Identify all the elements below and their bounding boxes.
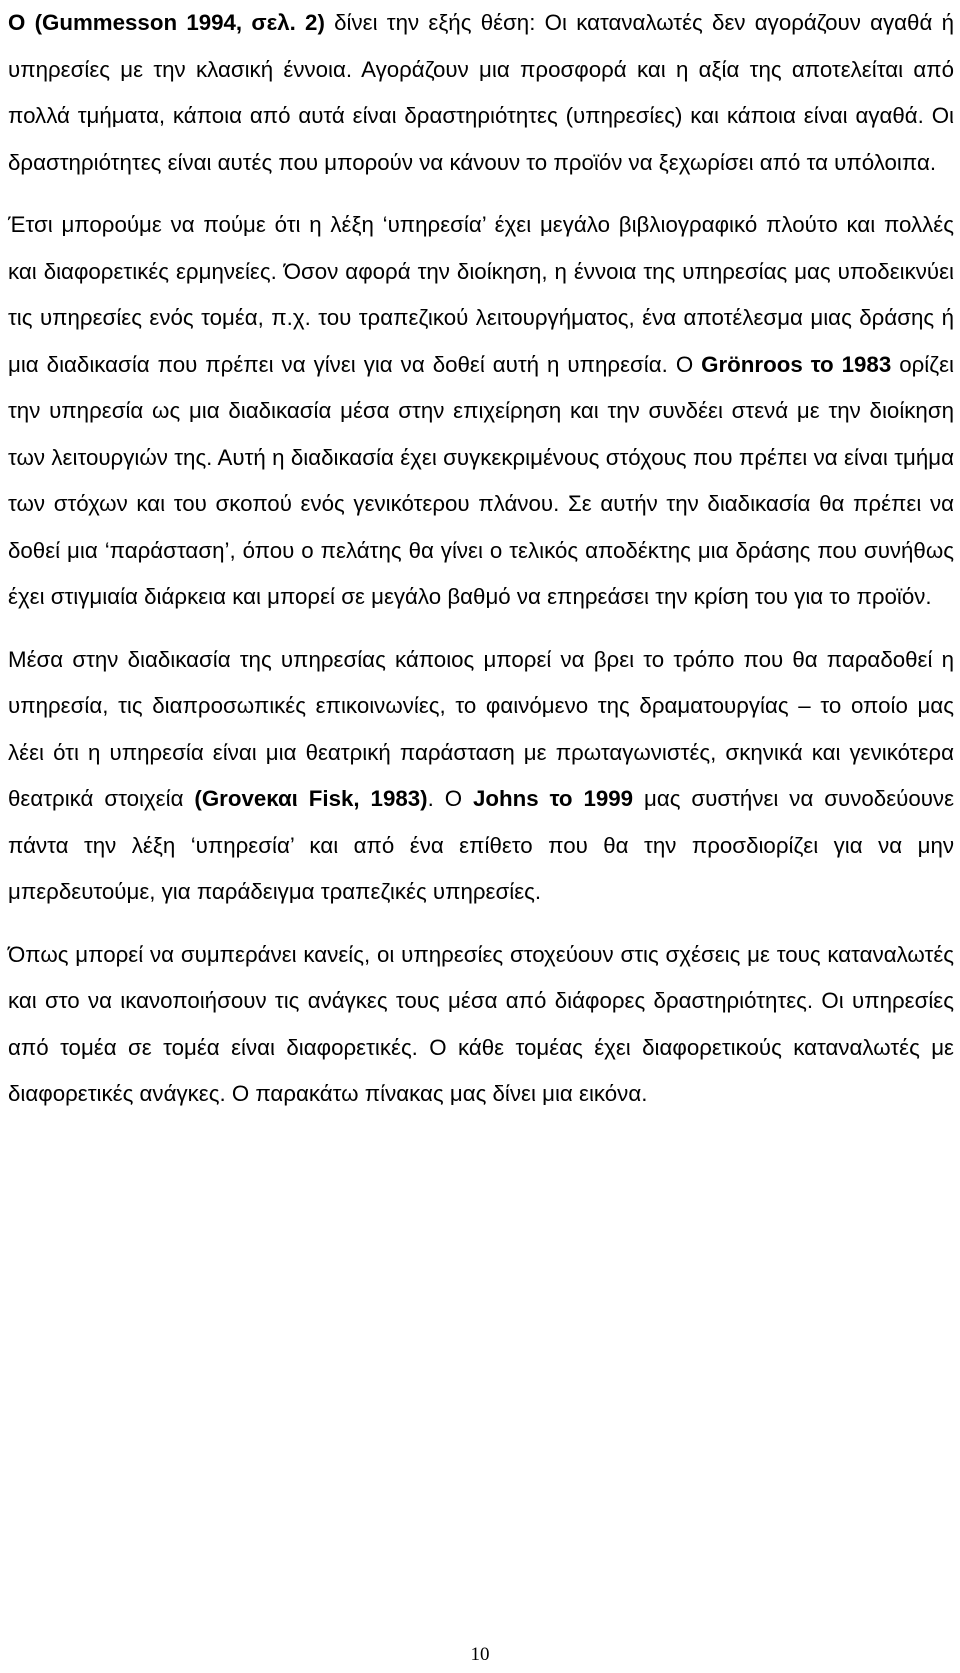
paragraph-text: μας συστήνει να συνοδεύουνε πάντα την λέξη ‘υπηρεσία’ και από ένα επίθετο που θα την προσδιορίζει για να μην μπερδευτούμε, για παράδειγμα τραπεζικές υπηρεσίες. bbox=[8, 786, 955, 904]
paragraph-2 bbox=[8, 202, 954, 621]
paragraph-text: δίνει την εξής θέση: Οι καταναλωτές δεν αγοράζουν αγαθά ή υπηρεσίες με την κλασική έννοια. Αγοράζουν μια προσφορά και η αξία της αποτελείται από πολλά τμήματα, κάποια από αυτά είναι δραστηριότητες (υπηρεσίες) και κάποια είναι αγαθά. Οι δραστηριότητες είναι αυτές που μπορούν να κάνουν το προϊόν να ξεχωρίσει από τα υπόλοιπα. bbox=[8, 10, 954, 175]
paragraph-text: Έτσι μπορούμε να πούμε ότι η λέξη ‘υπηρεσία’ έχει μεγάλο βιβλιογραφικό πλούτο και πολλές και διαφορετικές ερμηνείες. Όσον αφορά την διοίκηση, η έννοια της υπηρεσίας μας υποδεικνύει τις υπηρεσίες ενός τομέα, π.χ. του τραπεζικού λειτουργήματος, ένα αποτέλεσμα μιας δράσης ή μια διαδικασία που πρέπει να γίνει για να δοθεί αυτή η υπηρεσία. Ο bbox=[8, 212, 954, 377]
paragraph-1 bbox=[8, 0, 954, 186]
paragraph-3 bbox=[8, 637, 954, 916]
paragraph-text: Όπως μπορεί να συμπεράνει κανείς, οι υπηρεσίες στοχεύουν στις σχέσεις με τους καταναλωτές και στο να ικανοποιήσουν τις ανάγκες τους μέσα από διάφορες δραστηριότητες. Οι υπηρεσίες από τομέα σε τομέα είναι διαφορετικές. Ο κάθε τομέας έχει διαφορετικούς καταναλωτές με διαφορετικές ανάγκες. Ο παρακάτω πίνακας μας δίνει μια εικόνα. bbox=[8, 941, 954, 1106]
citation-gummesson: Ο (Gummesson 1994, σελ. 2) bbox=[8, 10, 325, 35]
citation-johns: Johns το 1999 bbox=[472, 786, 634, 811]
page-number: 10 bbox=[470, 1644, 490, 1665]
citation-gronroos: Grönroos το 1983 bbox=[701, 351, 892, 377]
paragraph-text: ορίζει την υπηρεσία ως μια διαδικασία μέσα στην επιχείρηση και την συνδέει στενά με την διοίκηση των λειτουργιών της. Αυτή η διαδικασία έχει συγκεκριμένους στόχους που πρέπει να είναι τμήμα των στόχων και του σκοπού ενός γενικότερου πλάνου. Σε αυτήν την διαδικασία θα πρέπει να δοθεί μια ‘παράσταση’, όπου ο πελάτης θα γίνει ο τελικός αποδέκτης μια δράσης που συνήθως έχει στιγμιαία διάρκεια και μπορεί σε μεγάλο βαθμό να επηρεάσει την κρίση του για το προϊόν. bbox=[8, 351, 954, 609]
body-text bbox=[8, 0, 954, 1134]
paragraph-text: Μέσα στην διαδικασία της υπηρεσίας κάποιος μπορεί να βρει το τρόπο που θα παραδοθεί η υπηρεσία, τις διαπροσωπικές επικοινωνίες, το φαινόμενο της δραματουργίας – το οποίο μας λέει ότι η υπηρεσία είναι μια θεατρική παράσταση με πρωταγωνιστές, σκηνικά και γενικότερα θεατρικά στοιχεία bbox=[8, 646, 954, 811]
paragraph-4 bbox=[8, 932, 954, 1118]
paragraph-text: . Ο bbox=[427, 786, 473, 811]
citation-grove-fisk: (Groveκαι Fisk, 1983) bbox=[194, 786, 428, 811]
